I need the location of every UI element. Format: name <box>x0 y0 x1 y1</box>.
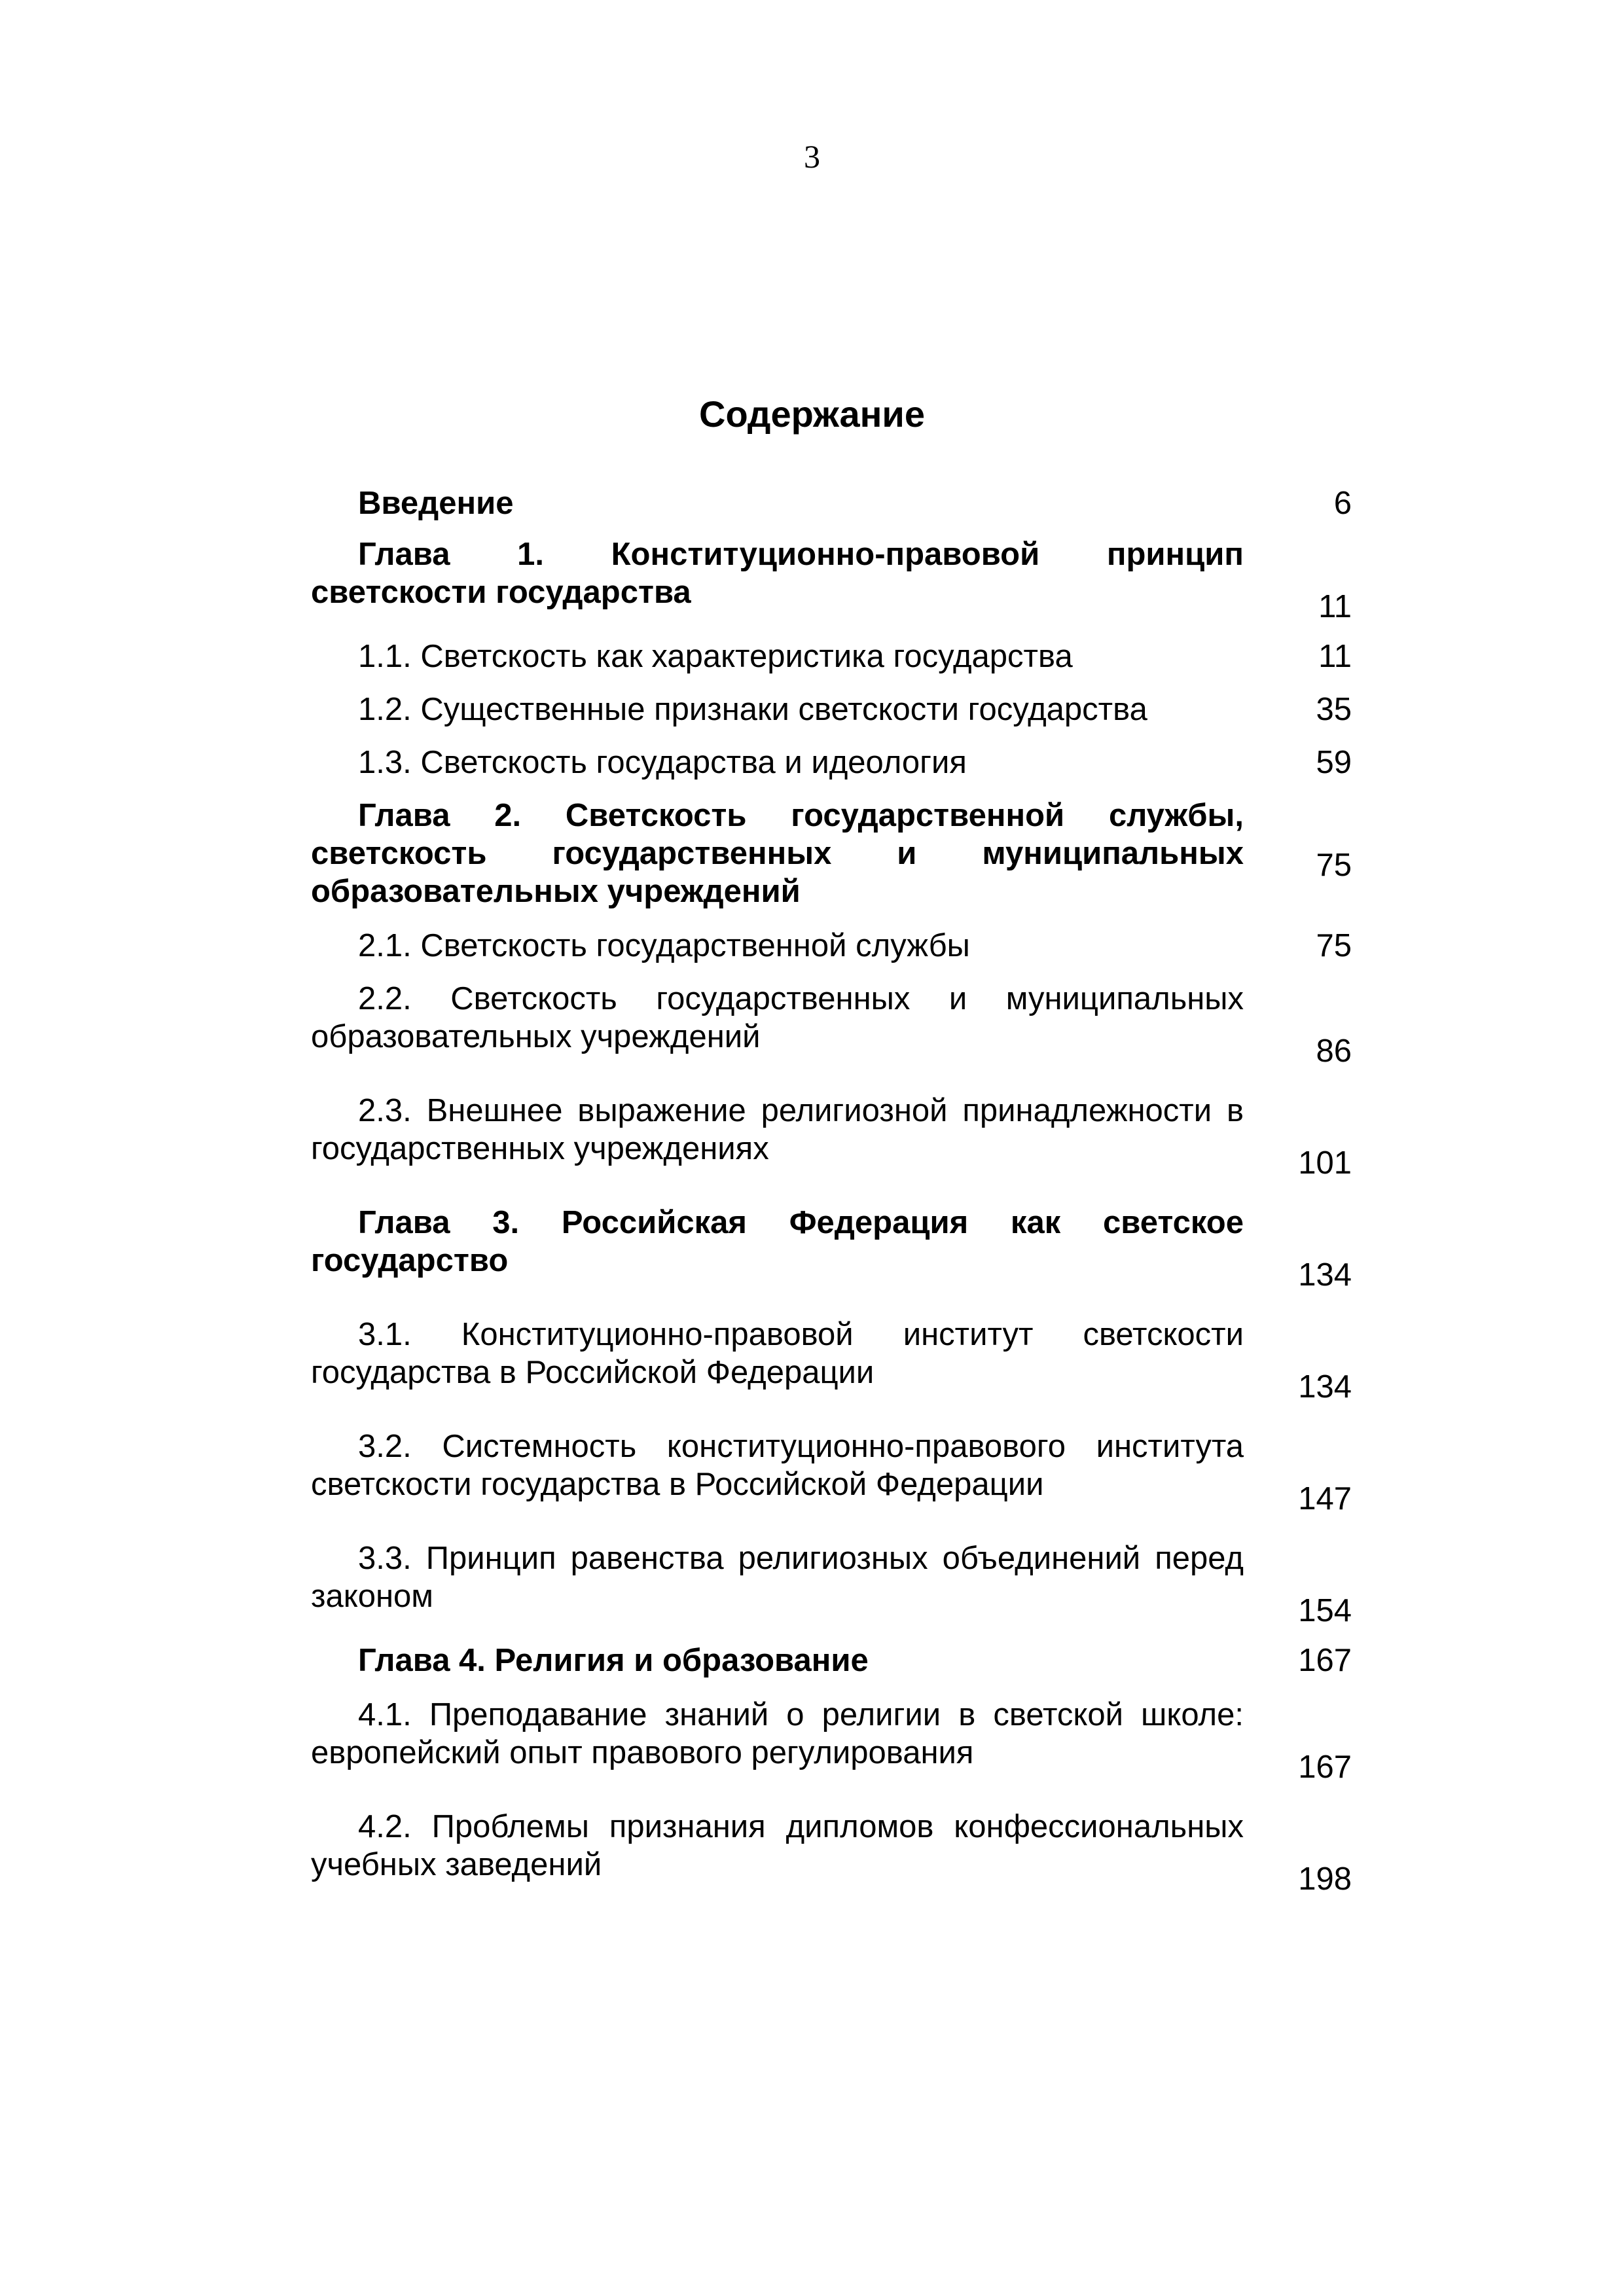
toc-entry-text: 2.1. Светскость государственной службы <box>358 928 970 963</box>
toc-entry-chapter-1[interactable] <box>311 535 1358 624</box>
toc-entry-chapter-3[interactable] <box>311 1204 1358 1293</box>
toc-entry-text: 3.3. Принцип равенства религиозных объединений перед законом <box>311 1541 1244 1614</box>
toc-entry-chapter-2[interactable] <box>311 797 1358 910</box>
toc-entry-page: 11 <box>1318 639 1352 674</box>
toc-entry-text: 2.2. Светскость государственных и муниципальных образовательных учреждений <box>311 981 1244 1054</box>
page-number: 3 <box>804 138 820 175</box>
toc-entry-section-1-3[interactable] <box>311 744 1358 781</box>
toc-entry-section-3-2[interactable] <box>311 1427 1358 1516</box>
toc-entry-page: 6 <box>1333 486 1352 521</box>
toc-entry-section-3-3[interactable] <box>311 1539 1358 1628</box>
toc-entry-section-4-1[interactable] <box>311 1696 1358 1785</box>
toc-entry-page: 75 <box>1316 848 1352 883</box>
toc-entry-section-4-2[interactable] <box>311 1808 1358 1897</box>
toc-entry-page: 154 <box>1298 1593 1352 1628</box>
toc-entry-section-2-2[interactable] <box>311 980 1358 1069</box>
toc-entry-page: 147 <box>1298 1481 1352 1516</box>
toc-entry-text: 1.3. Светскость государства и идеология <box>358 745 967 780</box>
toc-entry-section-1-1[interactable] <box>311 637 1358 675</box>
toc-entry-page: 35 <box>1316 692 1352 727</box>
toc-entry-text: 1.1. Светскость как характеристика государства <box>358 639 1073 674</box>
toc-entry-page: 167 <box>1298 1643 1352 1678</box>
toc-entry-text: 1.2. Существенные признаки светскости государства <box>358 692 1147 727</box>
toc-entry-page: 86 <box>1316 1033 1352 1069</box>
toc-entry-text: 4.2. Проблемы признания дипломов конфессиональных учебных заведений <box>311 1809 1244 1882</box>
toc-entry-page: 75 <box>1316 928 1352 963</box>
toc-entry-section-2-3[interactable] <box>311 1092 1358 1181</box>
toc-entry-section-3-1[interactable] <box>311 1316 1358 1405</box>
toc-entry-text: Введение <box>358 486 514 521</box>
toc-entry-text: 2.3. Внешнее выражение религиозной принадлежности в государственных учреждениях <box>311 1093 1244 1166</box>
toc-entry-page: 59 <box>1316 745 1352 780</box>
toc-entry-section-1-2[interactable] <box>311 691 1358 728</box>
toc-entry-page: 101 <box>1298 1145 1352 1181</box>
toc-entry-text: Глава 1. Конституционно-правовой принцип светскости государства <box>311 537 1244 610</box>
toc-entry-text: 4.1. Преподавание знаний о религии в светской школе: европейский опыт правового регулирования <box>311 1697 1244 1770</box>
toc-entry-introduction[interactable] <box>311 484 1358 522</box>
toc-entry-page: 198 <box>1298 1861 1352 1897</box>
toc-entry-section-2-1[interactable] <box>311 927 1358 965</box>
toc-entry-text: 3.1. Конституционно-правовой институт светскости государства в Российской Федерации <box>311 1317 1244 1390</box>
toc-entry-chapter-4[interactable] <box>311 1641 1358 1679</box>
toc-entry-page: 167 <box>1298 1749 1352 1785</box>
toc-entry-page: 134 <box>1298 1369 1352 1405</box>
toc-title: Содержание <box>699 393 925 435</box>
toc-entry-page: 134 <box>1298 1257 1352 1293</box>
toc-entry-text: 3.2. Системность конституционно-правового института светскости государства в Российской Федерации <box>311 1429 1244 1502</box>
toc-entry-text: Глава 2. Светскость государственной службы, светскость государственных и муниципальных образовательных учреждений <box>311 798 1244 909</box>
toc-entry-text: Глава 4. Религия и образование <box>358 1643 869 1678</box>
table-of-contents <box>311 484 1358 1897</box>
toc-entry-page: 11 <box>1318 589 1352 624</box>
toc-entry-text: Глава 3. Российская Федерация как светское государство <box>311 1205 1244 1278</box>
